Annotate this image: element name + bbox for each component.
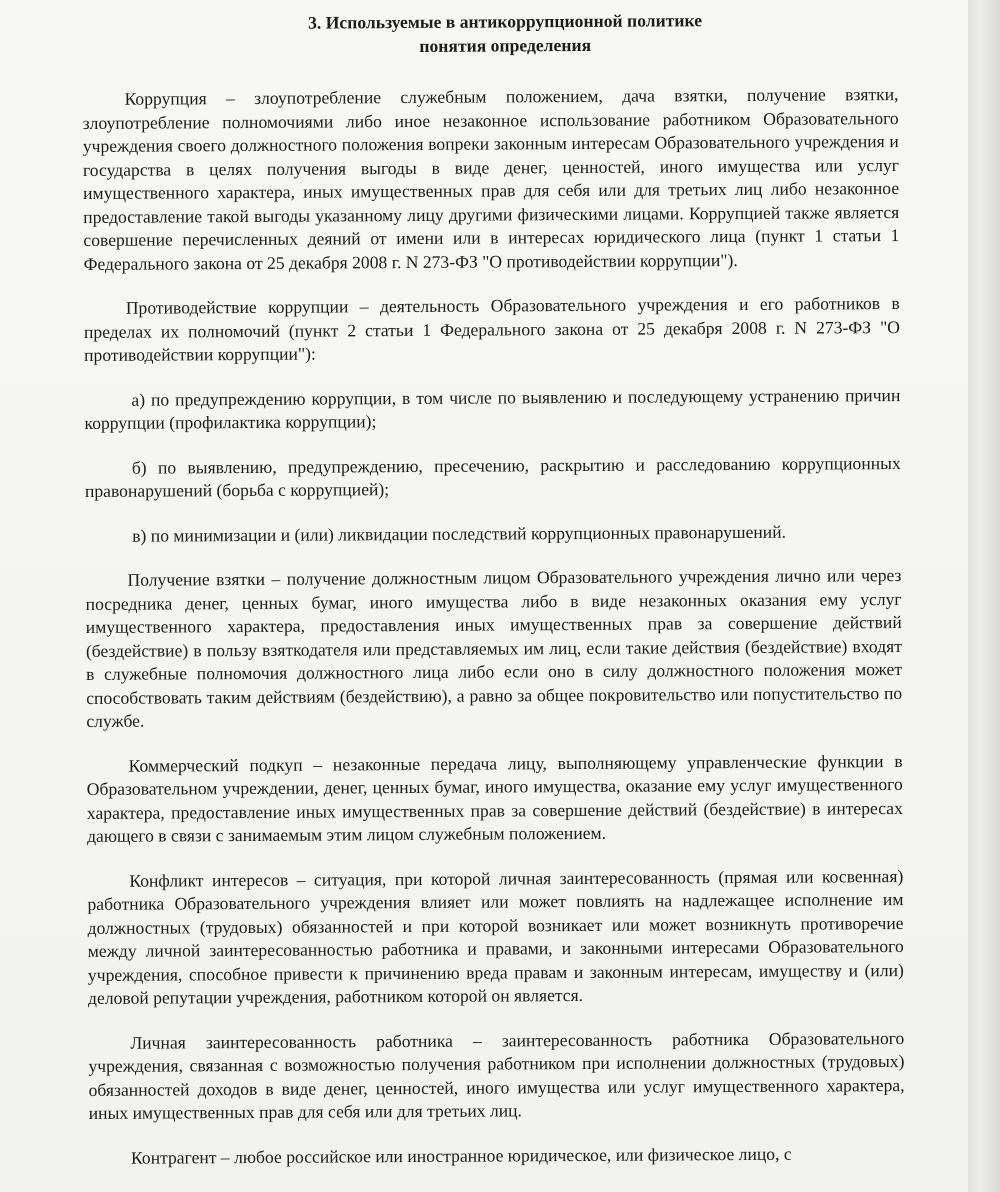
paragraph-conflict-of-interest: Конфликт интересов – ситуация, при которой личная заинтересованность (прямая или косвенная) работника Образовательного учреждения влияет или может повлиять на надлежащее исполнение им должностных (трудовых) обязанностей и при которой возникает или может возникнуть противоречие между личной заинтересованностью работника и правами, и законными интересами Образовательного учреждения, способное привести к причинению вреда правам и законным интересам, имуществу и (или) деловой репутации учреждения, работником которой он является.	[87, 865, 904, 1008]
section-heading-line-1: 3. Используемые в антикоррупционной политике	[308, 10, 703, 33]
list-item-b: б) по выявлению, предупреждению, пресечению, раскрытию и расследованию коррупционных правонарушений (борьба с коррупцией);	[84, 452, 901, 501]
list-item-c: в) по минимизации и (или) ликвидации последствий коррупционных правонарушений.	[132, 521, 787, 546]
paragraph-bribe: Получение взятки – получение должностным лицом Образовательного учреждения лично или через посредника денег, ценных бумаг, иного имущества либо в виде незаконных оказания ему услуг имущественного характера, предоставления иных имущественных прав за совершение действий (бездействие) в пользу взяткодателя или представляемых им лиц, если такие действия (бездействие) входят в служебные полномочия должностного лица либо если оно в силу должностного положения может способствовать таким действиям (бездействию), а равно за общее покровительство или попустительство по службе.	[85, 565, 903, 731]
paragraph-personal-interest: Личная заинтересованность работника – заинтересованность работника Образовательного учреждения, связанная с возможностью получения работником при исполнении должностных (трудовых) обязанностей доходов в виде денег, ценностей, иного имущества или услуг имущественного характера, иных имущественных прав для себя или для третьих лиц.	[88, 1027, 905, 1123]
paragraph-counterparty: Контрагент – любое российское или иностранное юридическое, или физическое лицо, с	[130, 1143, 792, 1168]
paragraph-corruption: Коррупция – злоупотребление служебным положением, дача взятки, получение взятки, злоупотребление полномочиями либо иное незаконное использование работником Образовательного учреждения своего должностного положения вопреки законным интересам Образовательного учреждения и государства в целях получения выгоды в виде денег, ценностей, иного имущества или услуг имущественного характера, иных имущественных прав для себя или для третьих лиц либо незаконное предоставление такой выгоды указанному лицу другими физическими лицами. Коррупцией также является совершение перечисленных деяний от имени или в интересах юридического лица (пункт 1 статьи 1 Федерального закона от 25 декабря 2008 г. N 273-ФЗ "О противодействии коррупции").	[82, 84, 900, 274]
list-item-a: а) по предупреждению коррупции, в том числе по выявлению и последующему устранению причин коррупции (профилактика коррупции);	[84, 384, 901, 433]
paragraph-counteraction: Противодействие коррупции – деятельность Образовательного учреждения и его работников в пределах их полномочий (пункт 2 статьи 1 Федерального закона от 25 декабря 2008 г. N 273-ФЗ "О противодействии коррупции"):	[83, 293, 900, 365]
section-heading	[82, 7, 898, 60]
next-page-edge	[968, 0, 1000, 1192]
paragraph-commercial-bribery: Коммерческий подкуп – незаконные передача лицу, выполняющему управленческие функции в Образовательном учреждении, денег, ценных бумаг, иного имущества, оказание ему услуг имущественного характера, предоставление иных имущественных прав за совершение действий (бездействие) в интересах дающего в связи с занимаемым этим лицом служебным положением.	[86, 750, 903, 846]
section-heading-line-2: понятия определения	[419, 34, 592, 56]
document-content	[82, 7, 905, 1170]
